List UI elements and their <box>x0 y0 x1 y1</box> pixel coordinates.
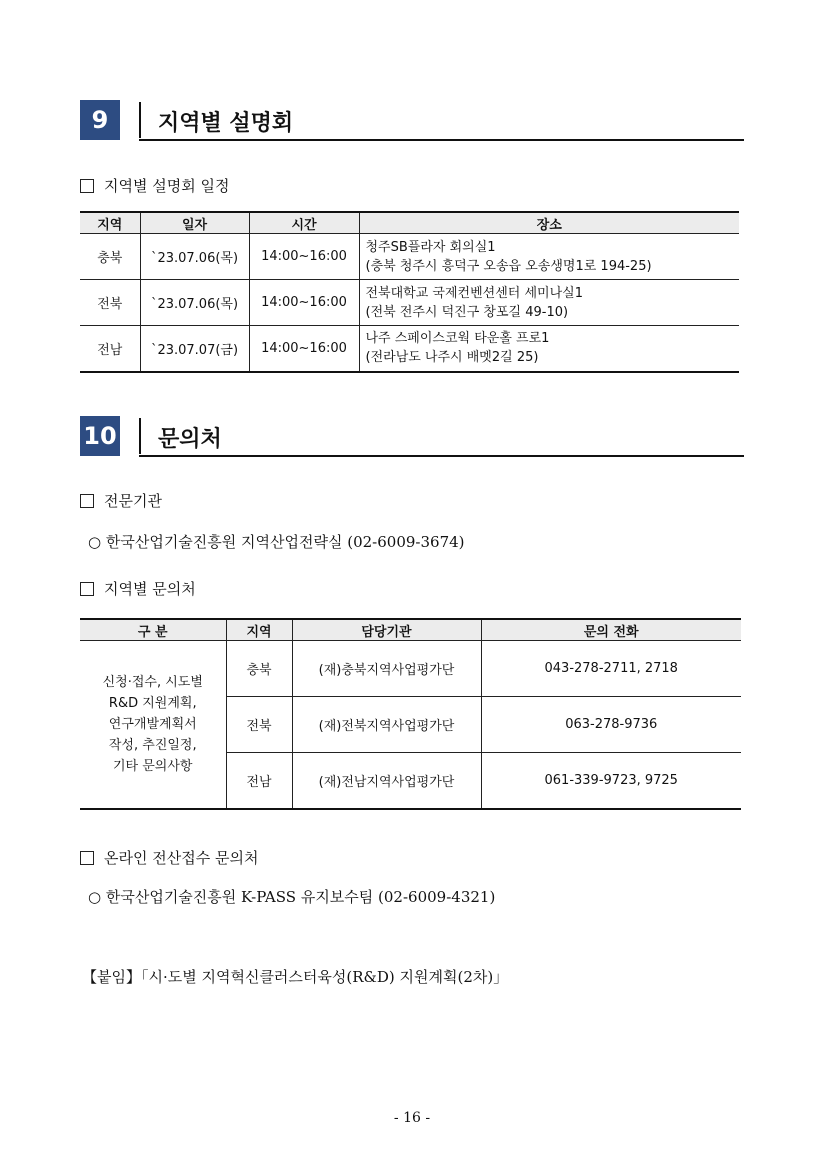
subheading-regional-contacts <box>80 578 196 599</box>
place-name: 청주SB플라자 회의실1 <box>365 239 496 255</box>
section-underline <box>139 139 744 141</box>
subheading-text: 지역별 설명회 일정 <box>104 177 230 195</box>
section-number-9: 9 <box>80 100 120 140</box>
attachment-note: 【붙임】「시·도별 지역혁신클러스터육성(R&D) 지원계획(2차)」 <box>82 968 509 986</box>
cell-time: 14:00~16:00 <box>249 326 359 372</box>
category-line: 신청·접수, 시도별 <box>102 674 203 690</box>
subheading-agency <box>80 490 162 511</box>
subheading-online-contact <box>80 847 258 868</box>
cell-org: (재)전북지역사업평가단 <box>292 697 481 753</box>
header-region: 지역 <box>226 619 292 641</box>
table-row <box>80 234 739 280</box>
cell-date: `23.07.06(목) <box>140 234 249 280</box>
cell-region: 전남 <box>226 753 292 809</box>
checkbox-square-icon <box>80 179 94 193</box>
header-date: 일자 <box>140 212 249 234</box>
online-contact: ○ 한국산업기술진흥원 K-PASS 유지보수팀 (02-6009-4321) <box>88 888 496 906</box>
cell-region: 전남 <box>80 326 140 372</box>
cell-place <box>359 234 739 280</box>
cell-place <box>359 280 739 326</box>
cell-time: 14:00~16:00 <box>249 234 359 280</box>
cell-time: 14:00~16:00 <box>249 280 359 326</box>
table-row <box>80 280 739 326</box>
section-divider-bar <box>139 102 141 138</box>
table-row <box>80 326 739 372</box>
section-divider-bar <box>139 418 141 454</box>
header-org: 담당기관 <box>292 619 481 641</box>
checkbox-square-icon <box>80 582 94 596</box>
subheading-schedule <box>80 175 229 196</box>
section-number-10: 10 <box>80 416 120 456</box>
cell-phone: 043-278-2711, 2718 <box>481 641 741 697</box>
cell-place <box>359 326 739 372</box>
cell-org: (재)전남지역사업평가단 <box>292 753 481 809</box>
cell-region: 충북 <box>80 234 140 280</box>
cell-date: `23.07.07(금) <box>140 326 249 372</box>
cell-region: 전북 <box>226 697 292 753</box>
checkbox-square-icon <box>80 494 94 508</box>
cell-org: (재)충북지역사업평가단 <box>292 641 481 697</box>
section-title-9: 지역별 설명회 <box>158 111 294 136</box>
table-header-row <box>80 212 739 234</box>
place-address: (전북 전주시 덕진구 창포길 49-10) <box>365 304 569 320</box>
regional-contacts-table <box>80 618 741 810</box>
place-address: (전라남도 나주시 배멧2길 25) <box>365 350 539 366</box>
cell-region: 전북 <box>80 280 140 326</box>
cell-phone: 061-339-9723, 9725 <box>481 753 741 809</box>
table-header-row <box>80 619 741 641</box>
place-address: (충북 청주시 흥덕구 오송읍 오송생명1로 194-25) <box>365 258 652 274</box>
agency-contact: ○ 한국산업기술진흥원 지역산업전략실 (02-6009-3674) <box>88 533 465 551</box>
checkbox-square-icon <box>80 851 94 865</box>
cell-phone: 063-278-9736 <box>481 697 741 753</box>
header-region: 지역 <box>80 212 140 234</box>
category-line: R&D 지원계획, <box>108 695 197 711</box>
place-name: 나주 스페이스코웍 타운홀 프로1 <box>365 331 550 347</box>
cell-region: 충북 <box>226 641 292 697</box>
category-line: 연구개발계획서 <box>108 716 197 732</box>
subheading-text: 온라인 전산접수 문의처 <box>104 849 259 867</box>
section-title-10: 문의처 <box>158 427 222 452</box>
header-category: 구 분 <box>80 619 226 641</box>
briefing-schedule-table <box>80 211 739 373</box>
header-phone: 문의 전화 <box>481 619 741 641</box>
category-line: 작성, 추진일정, <box>108 737 197 753</box>
header-place: 장소 <box>359 212 739 234</box>
cell-date: `23.07.06(목) <box>140 280 249 326</box>
section-underline <box>139 455 744 457</box>
subheading-text: 전문기관 <box>104 492 162 510</box>
cell-category <box>80 641 226 809</box>
subheading-text: 지역별 문의처 <box>104 580 196 598</box>
table-row <box>80 641 741 697</box>
header-time: 시간 <box>249 212 359 234</box>
place-name: 전북대학교 국제컨벤션센터 세미나실1 <box>365 285 583 301</box>
page-number: - 16 - <box>393 1110 431 1126</box>
category-line: 기타 문의사항 <box>113 758 193 774</box>
